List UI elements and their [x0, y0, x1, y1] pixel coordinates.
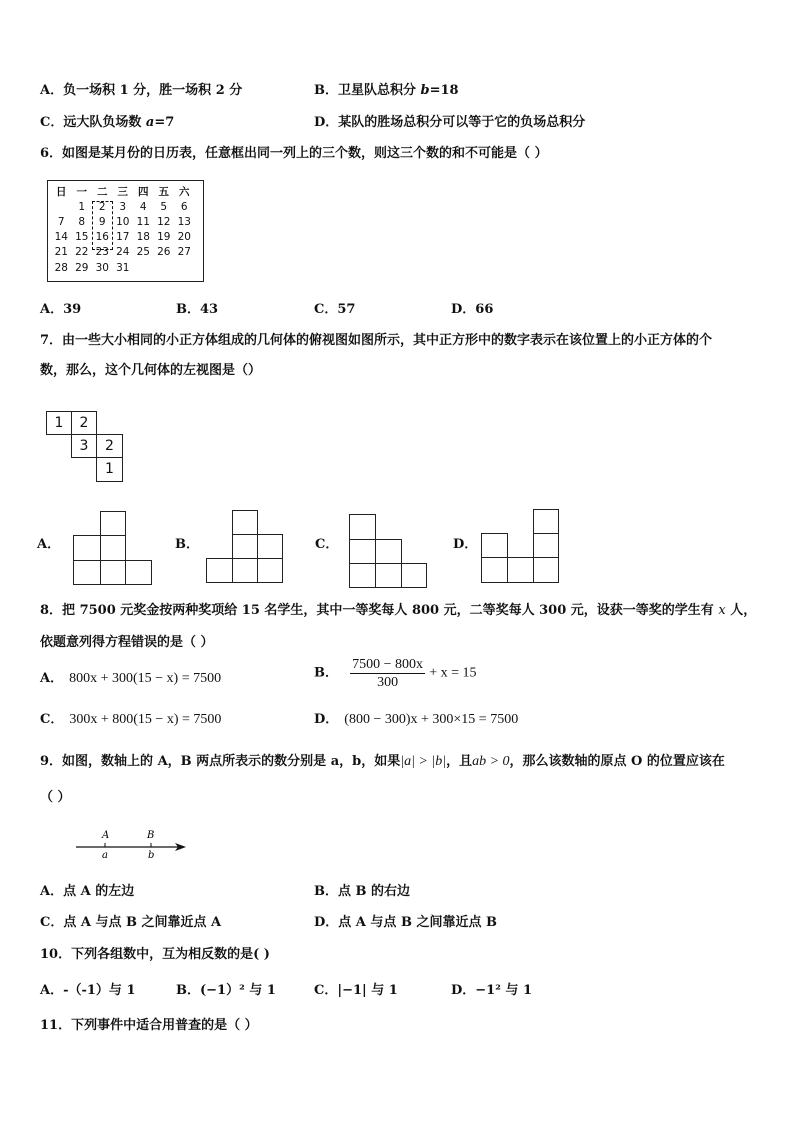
q10-option-d: D．−1² 与 1	[451, 983, 533, 998]
view-square	[375, 539, 402, 564]
q8-option-d-equation: (800 − 300)x + 300×15 = 7500	[344, 712, 519, 727]
calendar-cell: 29	[75, 261, 89, 274]
view-square	[232, 534, 258, 559]
calendar-row	[51, 230, 195, 245]
q8-stem-var: x	[718, 603, 726, 618]
view-square	[232, 510, 258, 535]
top-view-cell: 2	[96, 434, 123, 458]
top-view-cell: 3	[71, 434, 97, 458]
calendar-cell: 15	[75, 231, 89, 244]
q8-stem-line2: 依题意列得方程错误的是（ ）	[40, 635, 214, 650]
calendar-cell: 8	[78, 215, 86, 228]
calendar-cell: 24	[116, 246, 130, 259]
q5-option-c-var: a	[145, 115, 155, 130]
q9-stem-abs: |a| > |b|	[400, 754, 447, 769]
calendar-cell: 1	[78, 200, 86, 213]
calendar-header-cell: 四	[138, 186, 149, 199]
q9-option-a: A．点 A 的左边	[40, 884, 135, 899]
view-square	[349, 539, 376, 564]
top-view-cell: 2	[71, 411, 97, 435]
q7-stem-line1: 7．由一些大小相同的小正方体组成的几何体的俯视图如图所示，其中正方形中的数字表示在该位置上的小正方体的个	[40, 333, 713, 348]
calendar-cell: 10	[116, 215, 130, 228]
q8-option-b-numerator: 7500 − 800x	[352, 657, 424, 672]
view-square	[533, 509, 559, 534]
q6-option-c: C．57	[314, 302, 356, 317]
calendar-cell: 22	[75, 246, 89, 259]
calendar-cell: 12	[157, 215, 171, 228]
view-square	[401, 563, 427, 588]
view-square	[206, 558, 233, 583]
view-square	[100, 560, 126, 585]
calendar-table	[47, 180, 204, 282]
q8-option-b-fraction	[350, 656, 425, 691]
q7-option-b-label: B．	[175, 537, 199, 552]
q5-option-d: D．某队的胜场总积分可以等于它的负场总积分	[314, 115, 586, 130]
q9-stem-post: ，那么该数轴的原点 O 的位置应该在	[509, 754, 725, 769]
calendar-row	[51, 199, 195, 214]
view-square	[73, 560, 101, 585]
q8-option-c	[40, 711, 221, 729]
q9-stem-line1	[40, 753, 725, 771]
calendar-cell	[154, 260, 175, 275]
view-square	[100, 535, 126, 561]
calendar-cell: 17	[116, 231, 130, 244]
top-view-cell: 1	[96, 457, 123, 482]
calendar-cell: 28	[54, 261, 68, 274]
q8-stem-line1	[40, 602, 756, 620]
calendar-cell: 11	[136, 215, 150, 228]
calendar-cell: 4	[139, 200, 147, 213]
calendar-cell: 25	[136, 246, 150, 259]
view-square	[533, 533, 559, 558]
view-square	[232, 558, 258, 583]
view-square	[481, 557, 508, 583]
view-square	[507, 557, 534, 583]
calendar-cell	[133, 260, 154, 275]
q8-stem-post: 人，	[725, 603, 757, 618]
q5-option-c-pre: C．远大队负场数	[40, 115, 146, 130]
q8-option-a	[40, 670, 221, 688]
q9-option-b: B．点 B 的右边	[314, 884, 411, 899]
q8-option-d	[314, 711, 518, 729]
q9-stem-line2: （ ）	[40, 790, 71, 805]
q10-stem: 10．下列各组数中，互为相反数的是( )	[40, 947, 270, 962]
point-b-lower-label: b	[148, 850, 155, 861]
calendar-cell: 30	[95, 261, 109, 274]
calendar-cell	[174, 260, 195, 275]
calendar-cell: 21	[54, 246, 68, 259]
q8-option-c-label: C．	[40, 712, 64, 727]
q9-option-c: C．点 A 与点 B 之间靠近点 A	[40, 915, 222, 930]
view-square	[100, 511, 126, 536]
calendar-selection-box	[92, 201, 113, 250]
q8-option-b	[314, 656, 476, 702]
calendar-cell: 3	[119, 200, 127, 213]
calendar-cell: 7	[57, 215, 65, 228]
view-square	[481, 533, 508, 558]
q8-stem-pre: 8．把 7500 元奖金按两种奖项给 15 名学生，其中一等奖每人 800 元，二等奖每人 300 元，设获一等奖的学生有	[40, 603, 719, 618]
q9-option-d: D．点 A 与点 B 之间靠近点 B	[314, 915, 497, 930]
q5-option-b-var: b	[420, 83, 430, 98]
view-square	[73, 535, 101, 561]
q6-option-b: B．43	[176, 302, 219, 317]
point-a-upper-label: A	[102, 830, 110, 841]
q8-option-b-label: B．	[314, 665, 338, 681]
q11-stem: 11．下列事件中适合用普查的是（ ）	[40, 1018, 258, 1033]
top-view-cell: 1	[46, 411, 72, 435]
calendar-cell: 9	[98, 215, 106, 228]
q6-option-d: D．66	[451, 302, 494, 317]
q6-stem: 6．如图是某月份的日历表，任意框出同一列上的三个数，则这三个数的和不可能是（ ）	[40, 146, 548, 161]
view-square	[349, 563, 376, 588]
calendar-row	[51, 245, 195, 260]
q7-option-a-label: A．	[37, 537, 61, 552]
calendar-header-cell: 五	[158, 186, 169, 199]
view-square	[257, 534, 283, 559]
calendar-cell: 26	[157, 246, 171, 259]
calendar-cell: 27	[177, 246, 191, 259]
view-square	[125, 560, 152, 585]
q9-stem-ab: ab > 0	[472, 754, 510, 769]
q7-option-c-label: C．	[315, 537, 339, 552]
q10-option-c: C．|−1| 与 1	[314, 983, 398, 998]
calendar-header-row	[51, 184, 195, 199]
point-b-upper-label: B	[147, 830, 155, 841]
q10-option-a: A．-（-1）与 1	[40, 983, 136, 998]
q5-option-c	[40, 114, 174, 132]
view-square	[375, 563, 402, 588]
q8-option-b-denominator: 300	[377, 675, 399, 690]
point-a-lower-label: a	[102, 850, 108, 861]
calendar-cell: 2	[98, 200, 106, 213]
calendar-cell: 31	[116, 261, 130, 274]
calendar-cell: 13	[177, 215, 191, 228]
q10-option-b: B．(−1）² 与 1	[176, 983, 276, 998]
view-square	[349, 514, 376, 540]
calendar-header-cell: 一	[76, 186, 87, 199]
calendar-header-cell: 日	[56, 186, 67, 199]
q9-stem-pre: 9．如图，数轴上的 A，B 两点所表示的数分别是 a，b，如果	[40, 754, 401, 769]
calendar-cell: 5	[160, 200, 168, 213]
calendar-cell: 6	[180, 200, 188, 213]
q8-option-c-equation: 300x + 800(15 − x) = 7500	[69, 712, 222, 727]
calendar-header-cell: 三	[117, 186, 128, 199]
view-square	[257, 558, 283, 583]
q5-option-c-post: =7	[154, 115, 175, 130]
number-line-figure	[70, 826, 190, 862]
q8-option-a-label: A．	[40, 671, 64, 686]
calendar-row	[51, 214, 195, 229]
q8-option-d-label: D．	[314, 712, 339, 727]
calendar-header-cell: 六	[179, 186, 190, 199]
q5-option-a: A．负一场积 1 分，胜一场积 2 分	[40, 83, 243, 98]
calendar-header-cell: 二	[97, 186, 108, 199]
calendar-cell: 20	[177, 231, 191, 244]
q5-option-b-post: =18	[429, 83, 459, 98]
calendar-row	[51, 260, 195, 275]
q9-stem-mid: ，且	[446, 754, 473, 769]
q5-option-b	[314, 82, 459, 100]
calendar-cell: 14	[54, 231, 68, 244]
calendar-cell: 23	[95, 246, 109, 259]
calendar-cell: 19	[157, 231, 171, 244]
calendar-cell: 16	[95, 231, 109, 244]
q7-stem-line2: 数，那么，这个几何体的左视图是（）	[40, 363, 262, 378]
q8-option-a-equation: 800x + 300(15 − x) = 7500	[69, 671, 222, 686]
q8-option-b-rest: + x = 15	[429, 665, 477, 681]
calendar-cell: 18	[136, 231, 150, 244]
q7-option-d-label: D．	[453, 537, 478, 552]
q6-option-a: A．39	[40, 302, 82, 317]
calendar-cell	[51, 199, 72, 214]
q5-option-b-pre: B．卫星队总积分	[314, 83, 421, 98]
view-square	[533, 557, 559, 583]
